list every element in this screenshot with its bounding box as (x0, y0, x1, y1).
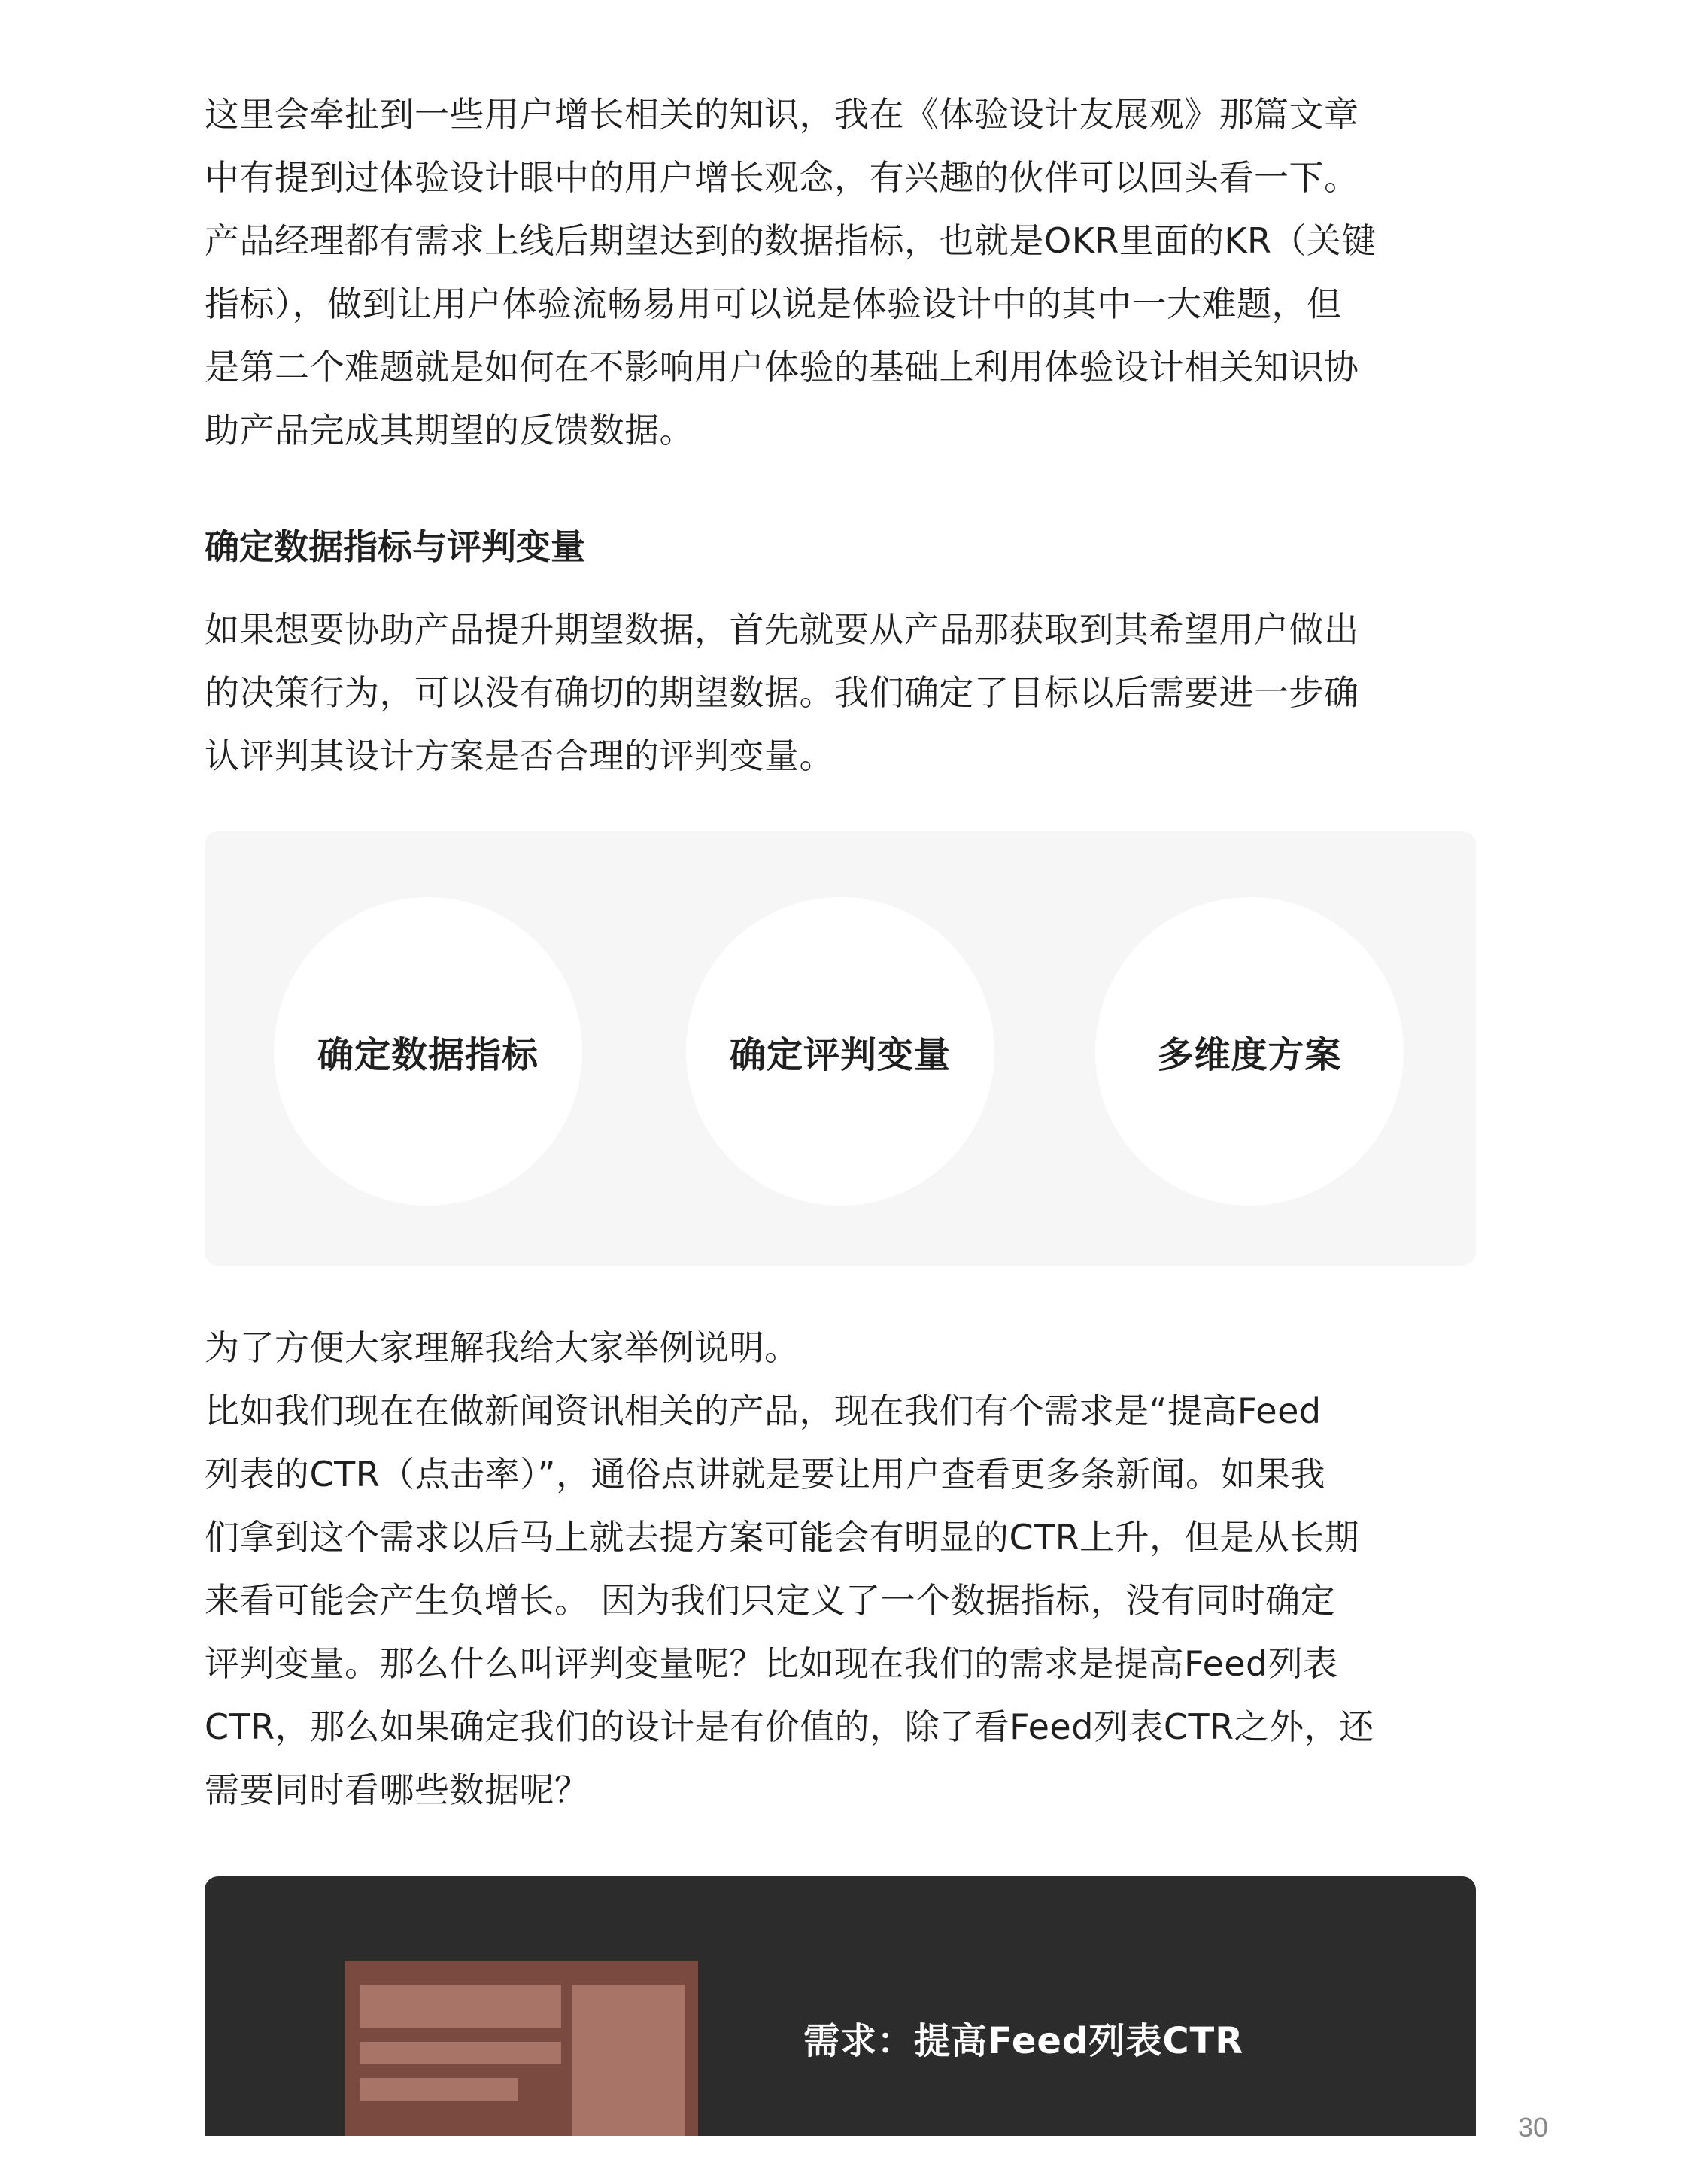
text-line: 如果想要协助产品提升期望数据，首先就要从产品那获取到其希望用户做出 (205, 609, 1359, 650)
text-line: 来看可能会产生负增长。 因为我们只定义了一个数据指标，没有同时确定 (205, 1580, 1336, 1621)
wireframe-block (572, 1985, 685, 2136)
intro-paragraph (205, 83, 1377, 462)
text-line: 们拿到这个需求以后马上就去提方案可能会有明显的CTR上升，但是从长期 (205, 1517, 1360, 1558)
text-line: 是第二个难题就是如何在不影响用户体验的基础上利用体验设计相关知识协 (205, 347, 1359, 387)
text-line: 比如我们现在在做新闻资讯相关的产品，现在我们有个需求是“提高Feed (205, 1391, 1322, 1431)
example-paragraph (205, 1316, 1374, 1822)
text-line: 为了方便大家理解我给大家举例说明。 (205, 1327, 800, 1368)
text-line: 指标），做到让用户体验流畅易用可以说是体验设计中的其中一大难题，但 (205, 284, 1342, 324)
page-number: 30 (1518, 2112, 1549, 2143)
text-line: 产品经理都有需求上线后期望达到的数据指标，也就是OKR里面的KR（关键 (205, 220, 1377, 261)
step-circle-evaluation-variable: 确定评判变量 (686, 897, 994, 1206)
text-line: 需要同时看哪些数据呢？ (205, 1770, 590, 1810)
text-line: 助产品完成其期望的反馈数据。 (205, 410, 694, 450)
text-line: 这里会牵扯到一些用户增长相关的知识，我在《体验设计友展观》那篇文章 (205, 94, 1359, 135)
step-circle-multi-dimension-plan: 多维度方案 (1095, 897, 1404, 1206)
wireframe-block (360, 1985, 561, 2028)
text-line: 列表的CTR（点击率）”，通俗点讲就是要让用户查看更多条新闻。如果我 (205, 1454, 1326, 1494)
steps-diagram (205, 831, 1476, 1266)
text-line: 认评判其设计方案是否合理的评判变量。 (205, 736, 834, 776)
wireframe-block (360, 2078, 518, 2101)
wireframe-block (360, 2042, 561, 2064)
text-line: 中有提到过体验设计眼中的用户增长观念，有兴趣的伙伴可以回头看一下。 (205, 157, 1359, 198)
demand-card (205, 1876, 1476, 2136)
feed-list-wireframe-illustration (345, 1961, 698, 2136)
demand-card-title: 需求：提高Feed列表CTR (803, 2020, 1244, 2062)
text-line: 评判变量。那么什么叫评判变量呢？比如现在我们的需求是提高Feed列表 (205, 1643, 1338, 1684)
step-circle-data-metric: 确定数据指标 (274, 897, 582, 1206)
section-paragraph (205, 598, 1359, 787)
text-line: CTR，那么如果确定我们的设计是有价值的，除了看Feed列表CTR之外，还 (205, 1706, 1374, 1747)
text-line: 的决策行为，可以没有确切的期望数据。我们确定了目标以后需要进一步确 (205, 672, 1359, 713)
section-heading: 确定数据指标与评判变量 (205, 526, 585, 567)
